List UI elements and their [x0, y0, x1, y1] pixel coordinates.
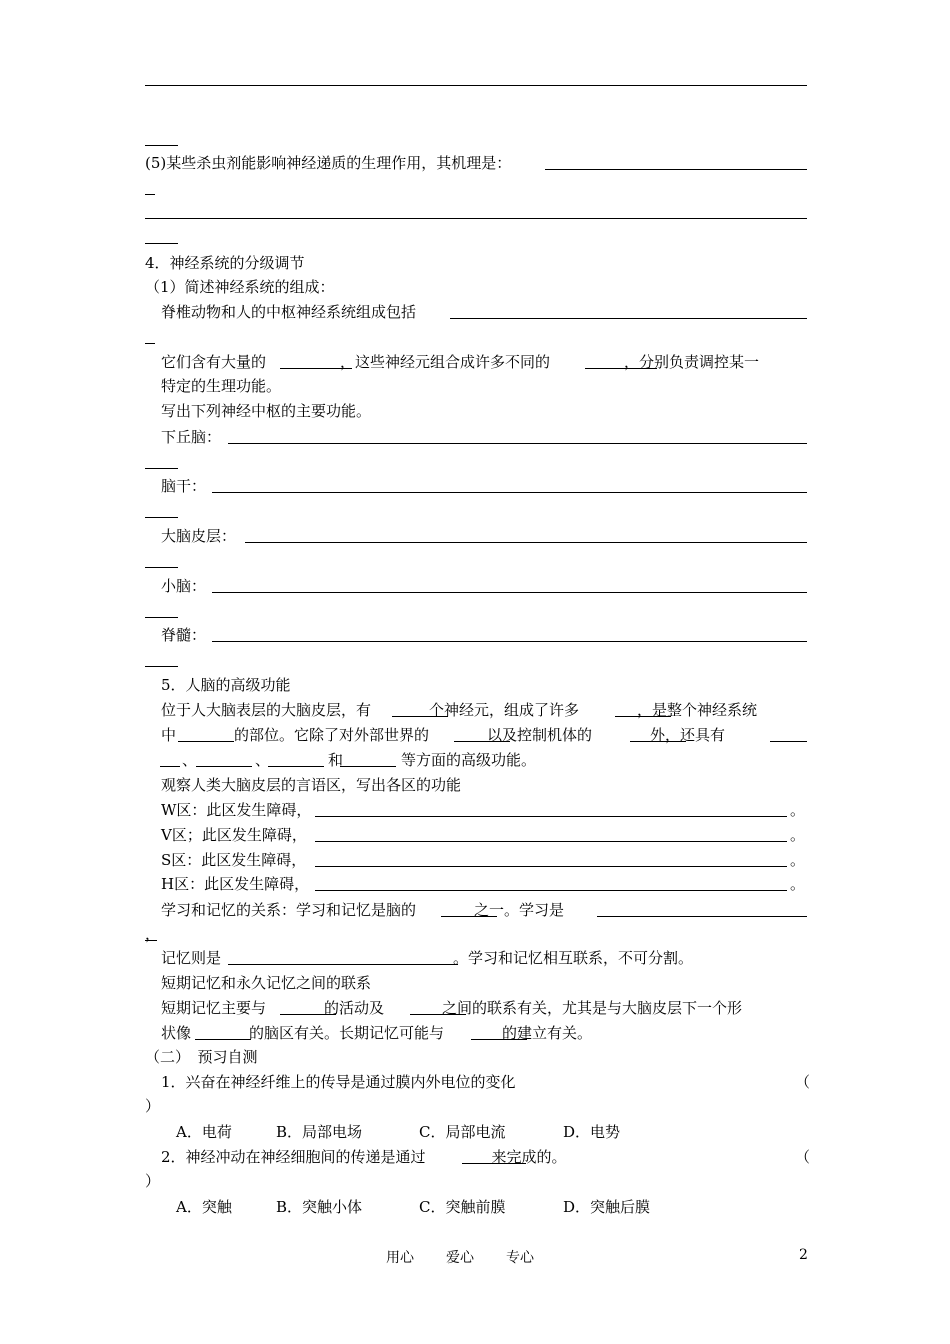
answer-line [145, 666, 178, 667]
cns-composition: 脊椎动物和人的中枢神经系统组成包括 [161, 303, 417, 321]
answer-line [545, 169, 807, 170]
neuron-paragraph-cont: 特定的生理功能。 [161, 377, 282, 395]
area-w: W区：此区发生障碍， [161, 801, 312, 819]
answer-line [228, 443, 807, 444]
cortex-paragraph-3: 、 、 和 等方面的高级功能。 [182, 751, 537, 769]
section-4-sub1: （1）简述神经系统的组成： [145, 278, 335, 296]
center-hypothalamus: 下丘脑： [161, 428, 222, 446]
self-test-title: （二） 预习自测 [145, 1048, 258, 1066]
period: 。 [790, 875, 806, 893]
answer-line [462, 1163, 526, 1164]
q1-option-b[interactable]: B．局部电场 [276, 1123, 363, 1141]
answer-line [585, 368, 657, 369]
period: 。 [790, 826, 806, 844]
answer-line [315, 866, 787, 867]
centers-instruction: 写出下列神经中枢的主要功能。 [161, 402, 372, 420]
test-question-1: 1．兴奋在神经纤维上的传导是通过膜内外电位的变化 [161, 1073, 516, 1091]
comma: ， [145, 925, 161, 943]
answer-line [245, 542, 807, 543]
period: 。 [790, 801, 806, 819]
center-cortex: 大脑皮层： [161, 527, 237, 545]
answer-line [597, 916, 807, 917]
q1-option-c[interactable]: C．局部电流 [419, 1123, 506, 1141]
answer-line [196, 766, 252, 767]
answer-line [280, 1014, 336, 1015]
answer-line [454, 741, 510, 742]
page-number: 2 [799, 1247, 808, 1263]
answer-line [195, 1039, 251, 1040]
section-5-title: 5．人脑的高级功能 [161, 676, 291, 694]
header-rule [145, 85, 807, 86]
q1-option-d[interactable]: D．电势 [563, 1123, 621, 1141]
short-term-1: 短期记忆主要与 的活动及 之间的联系有关，尤其是与大脑皮层下一个形 [161, 999, 743, 1017]
question-5: (5)某些杀虫剂能影响神经递质的生理作用，其机理是： [145, 154, 512, 172]
footer-word-2: 爱心 [446, 1250, 474, 1266]
answer-line [145, 145, 178, 146]
answer-line [212, 641, 807, 642]
answer-line [268, 766, 324, 767]
answer-line [145, 343, 155, 344]
answer-line [228, 964, 458, 965]
answer-line [178, 741, 234, 742]
answer-line [315, 890, 787, 891]
answer-line [410, 1014, 466, 1015]
cortex-paragraph-2: 中 的部位。它除了对外部世界的 以及控制机体的 外，还具有 [161, 726, 726, 744]
footer-word-1: 用心 [386, 1250, 414, 1266]
answer-line [630, 741, 686, 742]
neuron-paragraph: 它们含有大量的 ，这些神经元组合成许多不同的 ，分别负责调控某一 [161, 353, 760, 371]
answer-paren-close: ） [145, 1172, 161, 1190]
answer-paren-close: ） [145, 1097, 161, 1115]
answer-line [615, 716, 671, 717]
learning-memory-2: 记忆则是 。学习和记忆相互联系，不可分割。 [161, 949, 694, 967]
short-long-title: 短期记忆和永久记忆之间的联系 [161, 974, 372, 992]
answer-line [340, 766, 396, 767]
answer-line [145, 517, 178, 518]
test-question-2: 2．神经冲动在神经细胞间的传递是通过 来完成的。 [161, 1148, 567, 1166]
answer-line [145, 617, 178, 618]
answer-line [770, 741, 807, 742]
speech-area-instruction: 观察人类大脑皮层的言语区，写出各区的功能 [161, 776, 462, 794]
answer-line [145, 243, 178, 244]
answer-line [471, 1039, 527, 1040]
q1-option-a[interactable]: A．电荷 [176, 1123, 232, 1141]
answer-line [450, 318, 807, 319]
short-term-2: 状像 的脑区有关。长期记忆可能与 的建立有关。 [161, 1024, 593, 1042]
footer-word-3: 专心 [506, 1250, 534, 1266]
answer-line [280, 368, 352, 369]
learning-memory-1: 学习和记忆的关系：学习和记忆是脑的 之一。学习是 [161, 901, 565, 919]
answer-line [145, 468, 178, 469]
answer-line [315, 816, 787, 817]
answer-line [212, 492, 807, 493]
q2-option-b[interactable]: B．突触小体 [276, 1198, 363, 1216]
answer-line [145, 567, 178, 568]
answer-line [145, 218, 807, 219]
answer-line [145, 194, 155, 195]
cortex-paragraph-1: 位于人大脑表层的大脑皮层，有 个神经元，组成了许多 ，是整个神经系统 [161, 701, 758, 719]
q2-option-a[interactable]: A．突触 [176, 1198, 232, 1216]
area-s: S区：此区发生障碍， [161, 851, 307, 869]
answer-line [315, 841, 787, 842]
area-v: V区；此区发生障碍， [161, 826, 307, 844]
answer-line [441, 916, 497, 917]
answer-paren-open: （ [795, 1148, 811, 1166]
answer-line [160, 766, 180, 767]
period: 。 [790, 851, 806, 869]
area-h: H区：此区发生障碍， [161, 875, 310, 893]
q2-option-d[interactable]: D．突触后膜 [563, 1198, 651, 1216]
center-spinal-cord: 脊髓： [161, 626, 207, 644]
answer-line [392, 716, 448, 717]
answer-line [212, 592, 807, 593]
answer-paren-open: （ [795, 1073, 811, 1091]
center-brainstem: 脑干： [161, 477, 207, 495]
q2-option-c[interactable]: C．突触前膜 [419, 1198, 506, 1216]
section-4-title: 4．神经系统的分级调节 [145, 254, 305, 272]
center-cerebellum: 小脑： [161, 577, 207, 595]
